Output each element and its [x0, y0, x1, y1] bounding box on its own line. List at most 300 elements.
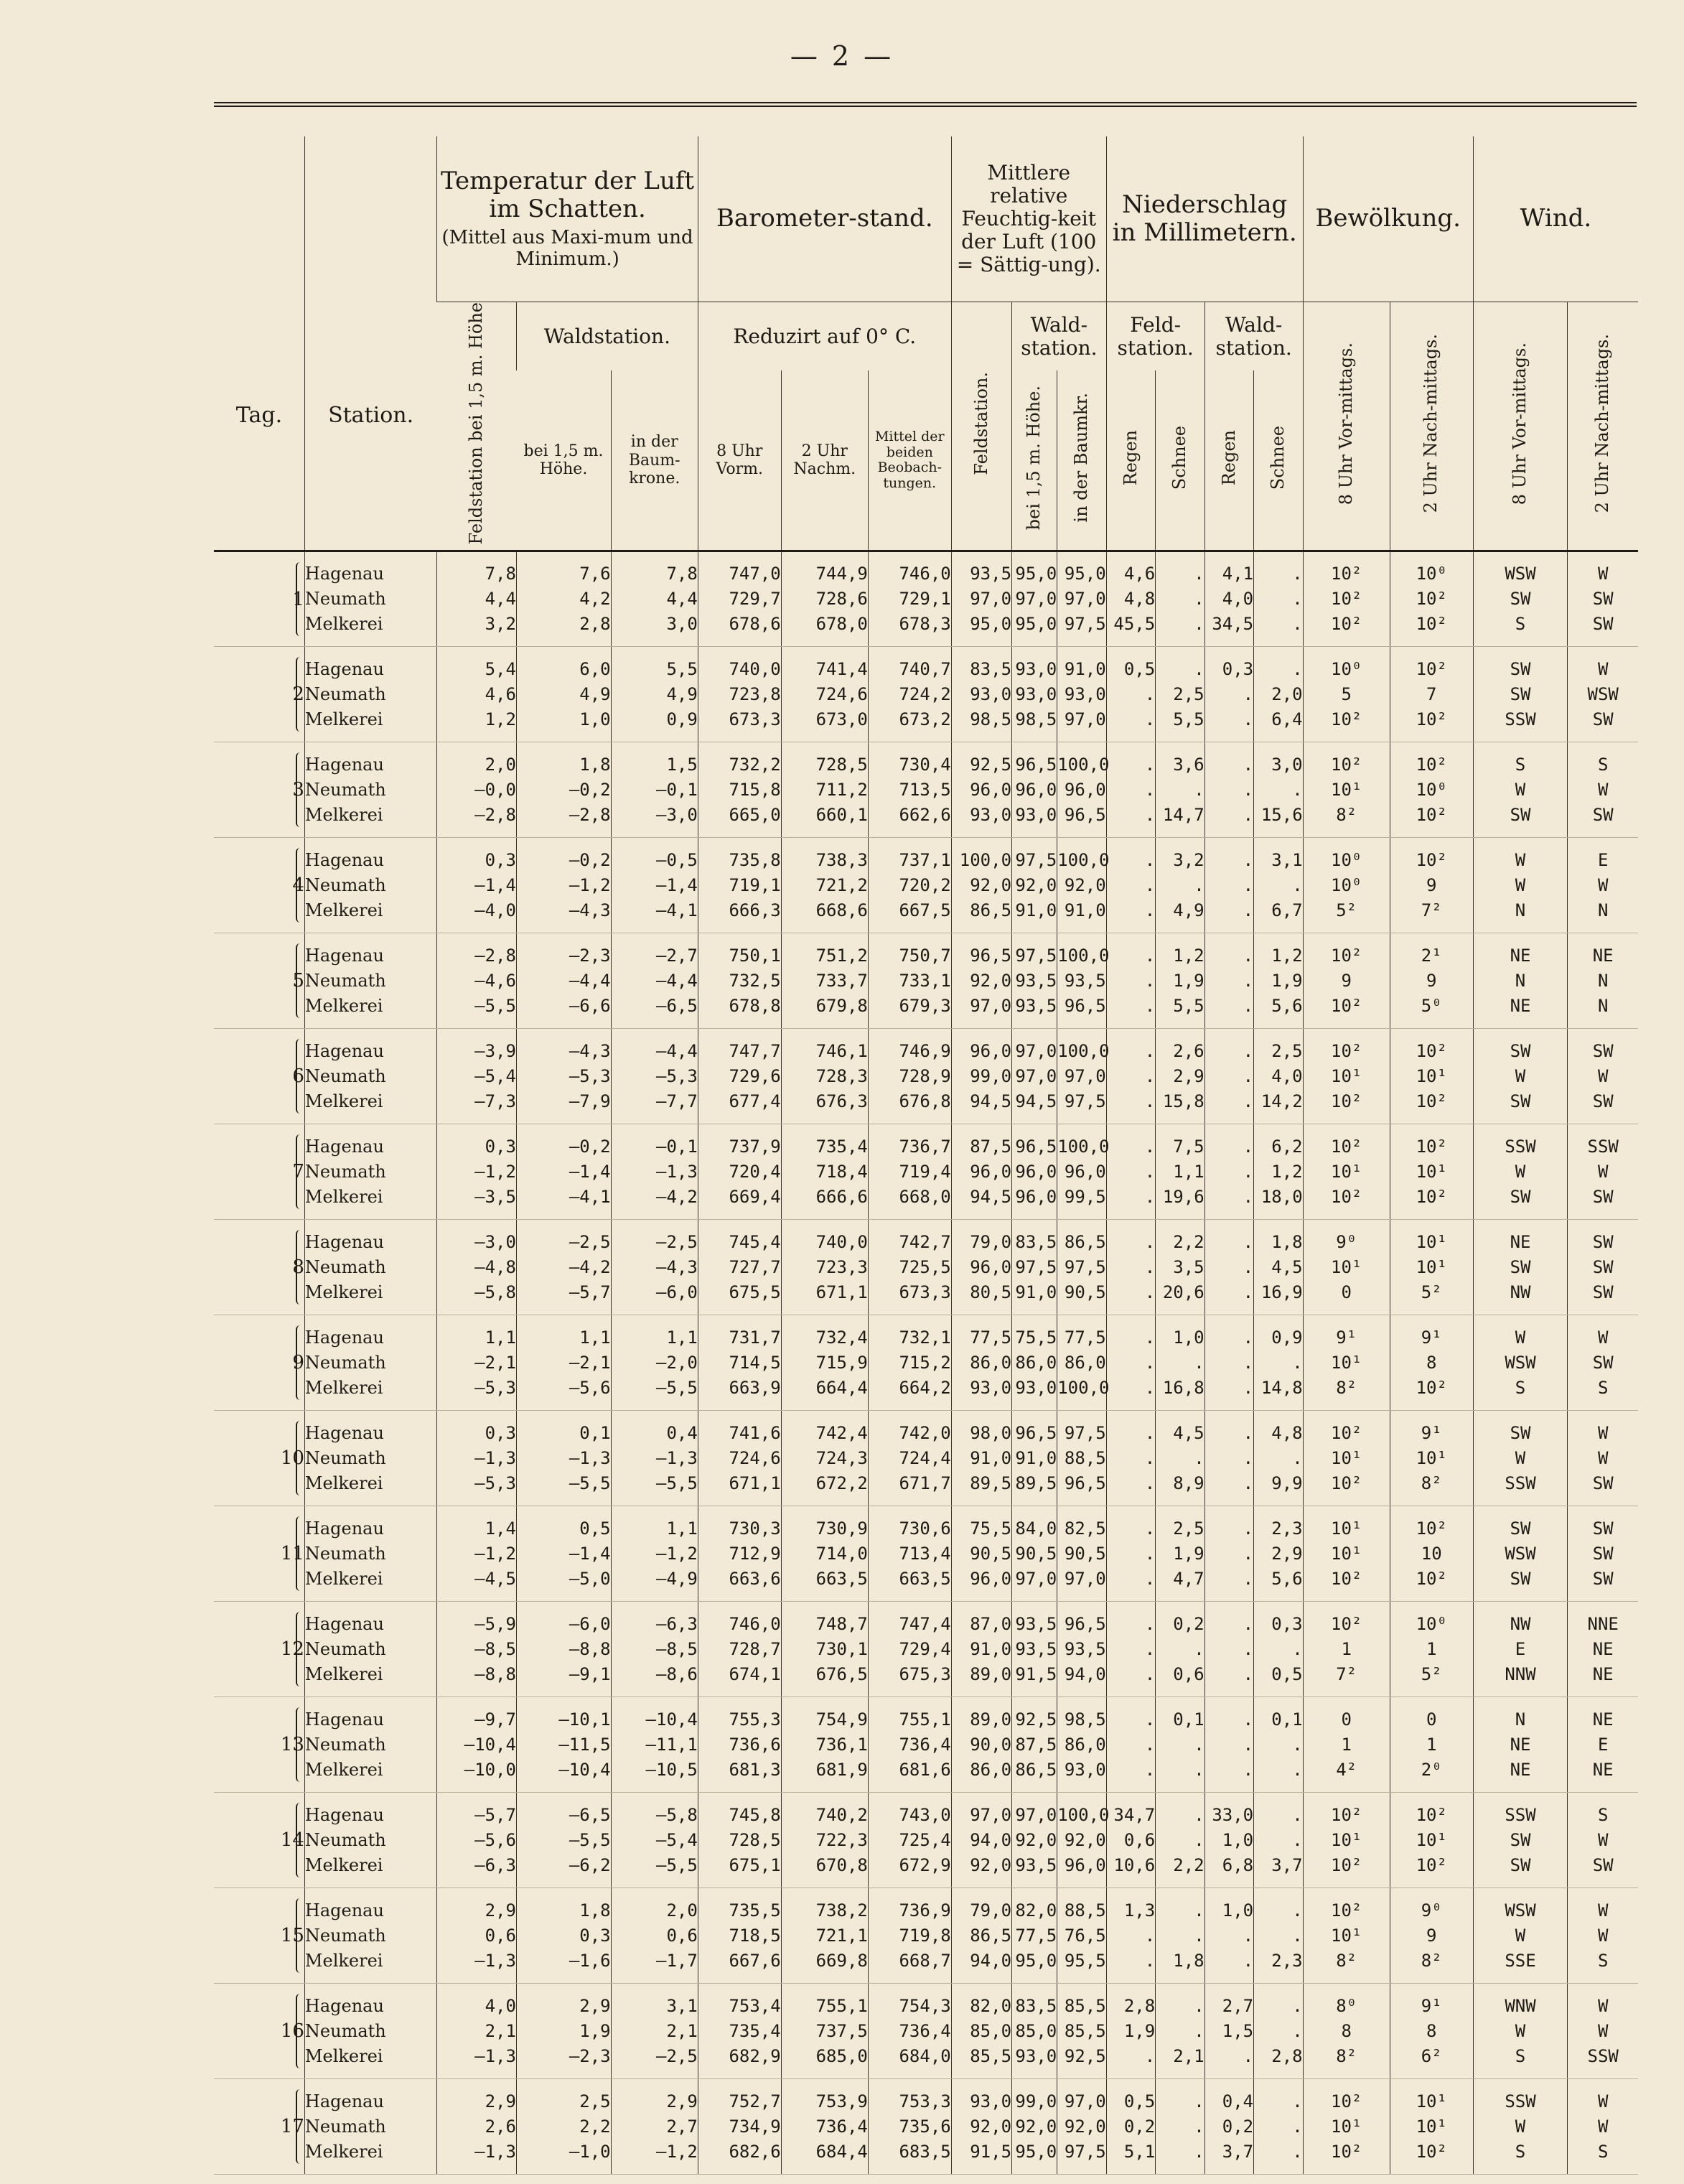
- barometer-morning: 747,7 729,6 677,4: [698, 1029, 781, 1124]
- station-names: Hagenau Neumath Melkerei: [304, 1506, 436, 1602]
- day-number: 12: [280, 1638, 304, 1661]
- humidity-forest-crown: 100,0 97,0 97,5: [1057, 1029, 1106, 1124]
- header-reduced: Reduzirt auf 0° C.: [698, 302, 951, 371]
- humidity-forest-low: 97,0 97,0 94,5: [1012, 1029, 1057, 1124]
- header-precip: Niederschlag in Millimetern.: [1106, 136, 1303, 302]
- precip-field-snow: . . 2,2: [1156, 1793, 1204, 1888]
- temp-forest-low: 0,5 —1,4 —5,0: [516, 1506, 611, 1602]
- day-cell: [214, 647, 304, 742]
- humidity-forest-low: 93,5 93,5 91,5: [1012, 1602, 1057, 1697]
- table-row: [214, 1124, 1638, 1220]
- humidity-forest-low: 96,5 96,0 96,0: [1012, 1124, 1057, 1220]
- wind-afternoon: S W SW: [1568, 742, 1638, 838]
- temp-field: 1,4 —1,2 —4,5: [437, 1506, 517, 1602]
- cloud-morning: 10² 10² 10²: [1303, 551, 1390, 647]
- barometer-morning: 731,7 714,5 663,9: [698, 1315, 781, 1411]
- humidity-forest-crown: 100,0 92,0 91,0: [1057, 838, 1106, 933]
- brace-icon: [296, 943, 304, 1018]
- temperature-note: (Mittel aus Maxi-mum und Minimum.): [441, 227, 693, 271]
- cloud-afternoon: 10⁰ 10² 10²: [1390, 551, 1473, 647]
- humidity-field: 92,5 96,0 93,0: [951, 742, 1011, 838]
- humidity-field: 82,0 85,0 85,5: [951, 1984, 1011, 2079]
- humidity-field: 97,0 94,0 92,0: [951, 1793, 1011, 1888]
- day-cell: [214, 551, 304, 647]
- table-row: [214, 647, 1638, 742]
- temp-field: —3,9 —5,4 —7,3: [437, 1029, 517, 1124]
- humidity-forest-crown: 100,0 93,5 96,5: [1057, 933, 1106, 1029]
- temp-forest-low: 7,6 4,2 2,8: [516, 551, 611, 647]
- barometer-afternoon: 746,1 728,3 676,3: [781, 1029, 868, 1124]
- temp-forest-crown: —10,4 —11,1 —10,5: [611, 1697, 698, 1793]
- cloud-morning: 9¹ 10¹ 8²: [1303, 1315, 1390, 1411]
- station-names: Hagenau Neumath Melkerei: [304, 551, 436, 647]
- humidity-field: 87,0 91,0 89,0: [951, 1602, 1011, 1697]
- barometer-afternoon: 753,9 736,4 684,4: [781, 2079, 868, 2175]
- day-number: 4: [292, 874, 304, 897]
- barometer-mean: 730,4 713,5 662,6: [868, 742, 951, 838]
- wind-morning: SW WSW SW: [1473, 1506, 1568, 1602]
- humidity-field: 93,5 97,0 95,0: [951, 551, 1011, 647]
- precip-forest-snow: 0,1 . .: [1254, 1697, 1304, 1793]
- header-t-baum: in der Baum-krone.: [611, 370, 698, 551]
- cloud-morning: 10² 10¹ 10²: [1303, 1029, 1390, 1124]
- temp-forest-crown: —2,5 —4,3 —6,0: [611, 1220, 698, 1315]
- precip-field-snow: . . .: [1156, 2079, 1204, 2175]
- brace-icon: [296, 1994, 304, 2068]
- table-row: [214, 742, 1638, 838]
- precip-forest-rain: 2,7 1,5 .: [1204, 1984, 1253, 2079]
- day-cell: [214, 838, 304, 933]
- temp-field: 5,4 4,6 1,2: [437, 647, 517, 742]
- precip-field-snow: 0,2 . 0,6: [1156, 1602, 1204, 1697]
- table-row: [214, 1697, 1638, 1793]
- header-p-wald: Wald-station.: [1204, 302, 1303, 371]
- humidity-forest-crown: 96,5 93,5 94,0: [1057, 1602, 1106, 1697]
- precip-forest-snow: 1,2 1,9 5,6: [1254, 933, 1304, 1029]
- barometer-mean: 742,0 724,4 671,7: [868, 1411, 951, 1506]
- table-row: [214, 551, 1638, 647]
- temp-forest-low: —6,0 —8,8 —9,1: [516, 1602, 611, 1697]
- barometer-morning: 752,7 734,9 682,6: [698, 2079, 781, 2175]
- temp-forest-low: —2,3 —4,4 —6,6: [516, 933, 611, 1029]
- table-row: [214, 1506, 1638, 1602]
- humidity-forest-crown: 97,5 88,5 96,5: [1057, 1411, 1106, 1506]
- header-t-wald: Waldstation.: [516, 302, 698, 371]
- precip-field-rain: 0,5 0,2 5,1: [1106, 2079, 1155, 2175]
- humidity-forest-low: 97,0 92,0 93,5: [1012, 1793, 1057, 1888]
- temp-forest-low: 1,1 —2,1 —5,6: [516, 1315, 611, 1411]
- humidity-forest-low: 93,0 93,0 98,5: [1012, 647, 1057, 742]
- humidity-forest-low: 95,0 97,0 95,0: [1012, 551, 1057, 647]
- barometer-afternoon: 738,3 721,2 668,6: [781, 838, 868, 933]
- barometer-mean: 730,6 713,4 663,5: [868, 1506, 951, 1602]
- day-cell: [214, 1220, 304, 1315]
- temp-field: —3,0 —4,8 —5,8: [437, 1220, 517, 1315]
- precip-forest-rain: 4,1 4,0 34,5: [1204, 551, 1253, 647]
- day-number: 3: [292, 779, 304, 801]
- humidity-forest-low: 83,5 85,0 93,0: [1012, 1984, 1057, 2079]
- humidity-forest-crown: 97,0 92,0 97,5: [1057, 2079, 1106, 2175]
- precip-field-rain: 4,6 4,8 45,5: [1106, 551, 1155, 647]
- header-b-mean: Mittel der beiden Beobach-tungen.: [868, 370, 951, 551]
- barometer-mean: 732,1 715,2 664,2: [868, 1315, 951, 1411]
- temp-forest-low: —0,2 —1,4 —4,1: [516, 1124, 611, 1220]
- wind-afternoon: NE E NE: [1568, 1697, 1638, 1793]
- precip-field-rain: . . .: [1106, 1124, 1155, 1220]
- barometer-afternoon: 728,5 711,2 660,1: [781, 742, 868, 838]
- precip-forest-snow: 4,8 . 9,9: [1254, 1411, 1304, 1506]
- precip-forest-rain: 0,3 . .: [1204, 647, 1253, 742]
- humidity-forest-low: 97,5 92,0 91,0: [1012, 838, 1057, 933]
- temp-forest-low: 0,1 —1,3 —5,5: [516, 1411, 611, 1506]
- precip-field-rain: . . .: [1106, 1315, 1155, 1411]
- humidity-field: 87,5 96,0 94,5: [951, 1124, 1011, 1220]
- cloud-morning: 10² 10¹ 10²: [1303, 1411, 1390, 1506]
- temp-forest-crown: 7,8 4,4 3,0: [611, 551, 698, 647]
- header-f-regen: Regen: [1106, 370, 1155, 551]
- header-h-feld: Feldstation.: [951, 302, 1011, 551]
- precip-field-snow: . 2,5 5,5: [1156, 647, 1204, 742]
- humidity-forest-crown: 82,5 90,5 97,0: [1057, 1506, 1106, 1602]
- temp-forest-crown: —2,7 —4,4 —6,5: [611, 933, 698, 1029]
- brace-icon: [296, 848, 304, 923]
- header-wind: Wind.: [1473, 136, 1638, 302]
- precip-forest-snow: 2,3 2,9 5,6: [1254, 1506, 1304, 1602]
- humidity-forest-crown: 77,5 86,0 100,0: [1057, 1315, 1106, 1411]
- precip-forest-snow: 0,9 . 14,8: [1254, 1315, 1304, 1411]
- humidity-field: 79,0 96,0 80,5: [951, 1220, 1011, 1315]
- barometer-mean: 754,3 736,4 684,0: [868, 1984, 951, 2079]
- precip-forest-rain: 0,4 0,2 3,7: [1204, 2079, 1253, 2175]
- barometer-morning: 745,4 727,7 675,5: [698, 1220, 781, 1315]
- precip-forest-rain: . . .: [1204, 1602, 1253, 1697]
- humidity-field: 77,5 86,0 93,0: [951, 1315, 1011, 1411]
- table-row: [214, 838, 1638, 933]
- table-row: [214, 1888, 1638, 1984]
- barometer-morning: 747,0 729,7 678,6: [698, 551, 781, 647]
- precip-forest-snow: 6,2 1,2 18,0: [1254, 1124, 1304, 1220]
- day-number: 10: [280, 1447, 304, 1470]
- station-names: Hagenau Neumath Melkerei: [304, 1029, 436, 1124]
- wind-morning: SSW SW SW: [1473, 1793, 1568, 1888]
- barometer-morning: 745,8 728,5 675,1: [698, 1793, 781, 1888]
- brace-icon: [296, 1039, 304, 1114]
- day-cell: [214, 1888, 304, 1984]
- precip-field-snow: 1,0 . 16,8: [1156, 1315, 1204, 1411]
- precip-forest-rain: . . .: [1204, 1411, 1253, 1506]
- humidity-field: 89,0 90,0 86,0: [951, 1697, 1011, 1793]
- precip-field-snow: 1,2 1,9 5,5: [1156, 933, 1204, 1029]
- humidity-forest-low: 99,0 92,0 95,0: [1012, 2079, 1057, 2175]
- brace-icon: [296, 1707, 304, 1782]
- barometer-afternoon: 738,2 721,1 669,8: [781, 1888, 868, 1984]
- cloud-afternoon: 10² 10¹ 10²: [1390, 1029, 1473, 1124]
- precip-forest-snow: 2,5 4,0 14,2: [1254, 1029, 1304, 1124]
- temp-forest-crown: 1,5 —0,1 —3,0: [611, 742, 698, 838]
- table-row: [214, 2079, 1638, 2175]
- brace-icon: [296, 1803, 304, 1877]
- header-w-regen: Regen: [1204, 370, 1253, 551]
- barometer-morning: 755,3 736,6 681,3: [698, 1697, 781, 1793]
- brace-icon: [296, 1898, 304, 1973]
- top-rule: [214, 102, 1637, 107]
- day-number: 2: [292, 683, 304, 706]
- temp-forest-low: 2,9 1,9 —2,3: [516, 1984, 611, 2079]
- barometer-morning: 737,9 720,4 669,4: [698, 1124, 781, 1220]
- precip-forest-rain: . . .: [1204, 838, 1253, 933]
- wind-morning: WNW W S: [1473, 1984, 1568, 2079]
- humidity-field: 93,0 92,0 91,5: [951, 2079, 1011, 2175]
- temp-forest-crown: 5,5 4,9 0,9: [611, 647, 698, 742]
- humidity-field: 79,0 86,5 94,0: [951, 1888, 1011, 1984]
- brace-icon: [296, 1134, 304, 1209]
- barometer-afternoon: 732,4 715,9 664,4: [781, 1315, 868, 1411]
- day-cell: [214, 1411, 304, 1506]
- humidity-forest-crown: 91,0 93,0 97,0: [1057, 647, 1106, 742]
- barometer-morning: 753,4 735,4 682,9: [698, 1984, 781, 2079]
- precip-forest-snow: 3,0 . 15,6: [1254, 742, 1304, 838]
- station-names: Hagenau Neumath Melkerei: [304, 647, 436, 742]
- day-number: 7: [292, 1161, 304, 1183]
- humidity-forest-low: 82,0 77,5 95,0: [1012, 1888, 1057, 1984]
- precip-field-rain: . . .: [1106, 838, 1155, 933]
- brace-icon: [296, 1230, 304, 1305]
- station-names: Hagenau Neumath Melkerei: [304, 1984, 436, 2079]
- barometer-afternoon: 748,7 730,1 676,5: [781, 1602, 868, 1697]
- station-names: Hagenau Neumath Melkerei: [304, 1697, 436, 1793]
- station-names: Hagenau Neumath Melkerei: [304, 1793, 436, 1888]
- humidity-forest-crown: 100,0 96,0 96,5: [1057, 742, 1106, 838]
- cloud-morning: 10² 10¹ 10²: [1303, 2079, 1390, 2175]
- temp-field: —5,9 —8,5 —8,8: [437, 1602, 517, 1697]
- header-h-wald: Wald-station.: [1012, 302, 1107, 371]
- precip-field-snow: 7,5 1,1 19,6: [1156, 1124, 1204, 1220]
- temp-forest-low: 2,5 2,2 —1,0: [516, 2079, 611, 2175]
- cloud-afternoon: 9¹ 10¹ 8²: [1390, 1411, 1473, 1506]
- header-p-feld: Feld-station.: [1106, 302, 1204, 371]
- table-row: [214, 1315, 1638, 1411]
- barometer-morning: 741,6 724,6 671,1: [698, 1411, 781, 1506]
- barometer-afternoon: 754,9 736,1 681,9: [781, 1697, 868, 1793]
- cloud-afternoon: 10² 10 10²: [1390, 1506, 1473, 1602]
- precip-field-rain: . . .: [1106, 1602, 1155, 1697]
- cloud-morning: 8⁰ 8 8²: [1303, 1984, 1390, 2079]
- cloud-afternoon: 10² 10⁰ 10²: [1390, 742, 1473, 838]
- page-number: — 2 —: [790, 40, 894, 72]
- cloud-afternoon: 10² 9 7²: [1390, 838, 1473, 933]
- brace-icon: [296, 1612, 304, 1686]
- temp-forest-crown: —5,8 —5,4 —5,5: [611, 1793, 698, 1888]
- barometer-mean: 736,7 719,4 668,0: [868, 1124, 951, 1220]
- barometer-mean: 740,7 724,2 673,2: [868, 647, 951, 742]
- barometer-afternoon: 755,1 737,5 685,0: [781, 1984, 868, 2079]
- precip-forest-snow: . . .: [1254, 551, 1304, 647]
- wind-morning: NE N NE: [1473, 933, 1568, 1029]
- precip-forest-rain: . . .: [1204, 742, 1253, 838]
- table-row: [214, 1411, 1638, 1506]
- cloud-morning: 10² 10¹ 10²: [1303, 1124, 1390, 1220]
- day-cell: [214, 933, 304, 1029]
- precip-forest-snow: . . .: [1254, 2079, 1304, 2175]
- wind-afternoon: W W SSW: [1568, 1984, 1638, 2079]
- header-w-afternoon: 2 Uhr Nach-mittags.: [1568, 302, 1638, 551]
- temp-forest-crown: 1,1 —1,2 —4,9: [611, 1506, 698, 1602]
- barometer-morning: 740,0 723,8 673,3: [698, 647, 781, 742]
- barometer-afternoon: 741,4 724,6 673,0: [781, 647, 868, 742]
- temp-forest-low: —0,2 —1,2 —4,3: [516, 838, 611, 933]
- station-names: Hagenau Neumath Melkerei: [304, 933, 436, 1029]
- cloud-afternoon: 10¹ 10¹ 5²: [1390, 1220, 1473, 1315]
- day-number: 8: [292, 1256, 304, 1279]
- barometer-morning: 750,1 732,5 678,8: [698, 933, 781, 1029]
- precip-forest-snow: . . 2,3: [1254, 1888, 1304, 1984]
- header-b-afternoon: 2 Uhr Nachm.: [781, 370, 868, 551]
- barometer-mean: 747,4 729,4 675,3: [868, 1602, 951, 1697]
- day-number: 1: [292, 588, 304, 610]
- temp-field: 2,9 0,6 —1,3: [437, 1888, 517, 1984]
- cloud-afternoon: 10² 10¹ 10²: [1390, 1793, 1473, 1888]
- precip-forest-rain: 33,0 1,0 6,8: [1204, 1793, 1253, 1888]
- weather-table: [214, 136, 1638, 2175]
- day-number: 6: [292, 1065, 304, 1088]
- wind-morning: SSW W S: [1473, 2079, 1568, 2175]
- header-temperature: [437, 136, 698, 302]
- precip-field-rain: . . .: [1106, 1697, 1155, 1793]
- temp-forest-crown: —6,3 —8,5 —8,6: [611, 1602, 698, 1697]
- humidity-forest-crown: 95,0 97,0 97,5: [1057, 551, 1106, 647]
- day-number: 15: [280, 1925, 304, 1947]
- humidity-field: 96,5 92,0 97,0: [951, 933, 1011, 1029]
- wind-afternoon: SSW W SW: [1568, 1124, 1638, 1220]
- temp-field: 0,3 —1,4 —4,0: [437, 838, 517, 933]
- header-w-morning: 8 Uhr Vor-mittags.: [1473, 302, 1568, 551]
- precip-forest-snow: . . 2,8: [1254, 1984, 1304, 2079]
- barometer-afternoon: 744,9 728,6 678,0: [781, 551, 868, 647]
- cloud-morning: 10¹ 10¹ 10²: [1303, 1506, 1390, 1602]
- station-names: Hagenau Neumath Melkerei: [304, 1220, 436, 1315]
- temp-forest-low: 1,8 —0,2 —2,8: [516, 742, 611, 838]
- precip-forest-rain: . . .: [1204, 1124, 1253, 1220]
- cloud-afternoon: 10² 10¹ 10²: [1390, 1124, 1473, 1220]
- cloud-morning: 10⁰ 5 10²: [1303, 647, 1390, 742]
- precip-forest-snow: . . 3,7: [1254, 1793, 1304, 1888]
- wind-morning: WSW W SSE: [1473, 1888, 1568, 1984]
- temp-forest-crown: —0,5 —1,4 —4,1: [611, 838, 698, 933]
- wind-morning: NW E NNW: [1473, 1602, 1568, 1697]
- wind-afternoon: W W S: [1568, 2079, 1638, 2175]
- header-station: Station.: [304, 136, 436, 551]
- precip-field-snow: 0,1 . .: [1156, 1697, 1204, 1793]
- header-h-baum: in der Baumkr.: [1057, 370, 1106, 551]
- precip-forest-rain: . . .: [1204, 1697, 1253, 1793]
- precip-field-snow: 2,5 1,9 4,7: [1156, 1506, 1204, 1602]
- header-t-feld: Feldstation bei 1,5 m. Höhe: [466, 302, 487, 545]
- brace-icon: [296, 2089, 304, 2164]
- header-h-bei: bei 1,5 m. Höhe.: [1012, 370, 1057, 551]
- station-names: Hagenau Neumath Melkerei: [304, 742, 436, 838]
- header-humidity: Mittlere relative Feuchtig-keit der Luft (100 = Sättig-ung).: [951, 136, 1106, 302]
- header-f-schnee: Schnee: [1156, 370, 1204, 551]
- day-cell: [214, 2079, 304, 2175]
- cloud-afternoon: 10⁰ 1 5²: [1390, 1602, 1473, 1697]
- barometer-mean: 755,1 736,4 681,6: [868, 1697, 951, 1793]
- header-cloud: Bewölkung.: [1303, 136, 1473, 302]
- day-cell: [214, 742, 304, 838]
- temp-forest-crown: 0,4 —1,3 —5,5: [611, 1411, 698, 1506]
- day-cell: [214, 1506, 304, 1602]
- humidity-forest-crown: 98,5 86,0 93,0: [1057, 1697, 1106, 1793]
- brace-icon: [296, 752, 304, 827]
- precip-field-rain: . . .: [1106, 933, 1155, 1029]
- humidity-forest-crown: 100,0 96,0 99,5: [1057, 1124, 1106, 1220]
- wind-afternoon: NE N N: [1568, 933, 1638, 1029]
- humidity-field: 75,5 90,5 96,0: [951, 1506, 1011, 1602]
- wind-morning: W WSW S: [1473, 1315, 1568, 1411]
- header-tag: Tag.: [214, 136, 304, 551]
- precip-forest-rain: 1,0 . .: [1204, 1888, 1253, 1984]
- humidity-forest-crown: 86,5 97,5 90,5: [1057, 1220, 1106, 1315]
- temp-forest-low: —6,5 —5,5 —6,2: [516, 1793, 611, 1888]
- day-number: 14: [280, 1829, 304, 1852]
- precip-field-rain: 34,7 0,6 10,6: [1106, 1793, 1155, 1888]
- header-b-morning: 8 Uhr Vorm.: [698, 370, 781, 551]
- day-cell: [214, 1315, 304, 1411]
- precip-field-rain: 1,3 . .: [1106, 1888, 1155, 1984]
- precip-field-snow: 2,6 2,9 15,8: [1156, 1029, 1204, 1124]
- wind-morning: S W SW: [1473, 742, 1568, 838]
- precip-field-snow: . . 2,1: [1156, 1984, 1204, 2079]
- day-cell: [214, 1124, 304, 1220]
- barometer-afternoon: 742,4 724,3 672,2: [781, 1411, 868, 1506]
- precip-field-snow: . . .: [1156, 551, 1204, 647]
- precip-forest-snow: 3,1 . 6,7: [1254, 838, 1304, 933]
- cloud-afternoon: 10¹ 10¹ 10²: [1390, 2079, 1473, 2175]
- day-cell: [214, 1029, 304, 1124]
- humidity-forest-low: 75,5 86,0 93,0: [1012, 1315, 1057, 1411]
- precip-forest-snow: 1,8 4,5 16,9: [1254, 1220, 1304, 1315]
- temp-field: 2,9 2,6 —1,3: [437, 2079, 517, 2175]
- brace-icon: [296, 562, 304, 636]
- wind-afternoon: W SW SW: [1568, 551, 1638, 647]
- precip-forest-rain: . . .: [1204, 1220, 1253, 1315]
- brace-icon: [296, 1325, 304, 1400]
- temp-field: —5,7 —5,6 —6,3: [437, 1793, 517, 1888]
- brace-icon: [296, 1421, 304, 1495]
- header-c-morning: 8 Uhr Vor-mittags.: [1303, 302, 1390, 551]
- humidity-forest-crown: 85,5 85,5 92,5: [1057, 1984, 1106, 2079]
- wind-morning: NE SW NW: [1473, 1220, 1568, 1315]
- humidity-forest-low: 96,5 96,0 93,0: [1012, 742, 1057, 838]
- wind-afternoon: E W N: [1568, 838, 1638, 933]
- wind-morning: SSW W SW: [1473, 1124, 1568, 1220]
- wind-afternoon: W W S: [1568, 1888, 1638, 1984]
- wind-afternoon: S W SW: [1568, 1793, 1638, 1888]
- barometer-morning: 732,2 715,8 665,0: [698, 742, 781, 838]
- precip-forest-snow: 0,3 . 0,5: [1254, 1602, 1304, 1697]
- cloud-morning: 10⁰ 10⁰ 5²: [1303, 838, 1390, 933]
- temp-forest-crown: 2,9 2,7 —1,2: [611, 2079, 698, 2175]
- precip-field-snow: 3,6 . 14,7: [1156, 742, 1204, 838]
- barometer-mean: 743,0 725,4 672,9: [868, 1793, 951, 1888]
- barometer-mean: 746,9 728,9 676,8: [868, 1029, 951, 1124]
- barometer-morning: 735,5 718,5 667,6: [698, 1888, 781, 1984]
- table-row: [214, 1220, 1638, 1315]
- cloud-afternoon: 2¹ 9 5⁰: [1390, 933, 1473, 1029]
- humidity-forest-low: 96,5 91,0 89,5: [1012, 1411, 1057, 1506]
- precip-forest-rain: . . .: [1204, 933, 1253, 1029]
- table-row: [214, 1793, 1638, 1888]
- cloud-morning: 0 1 4²: [1303, 1697, 1390, 1793]
